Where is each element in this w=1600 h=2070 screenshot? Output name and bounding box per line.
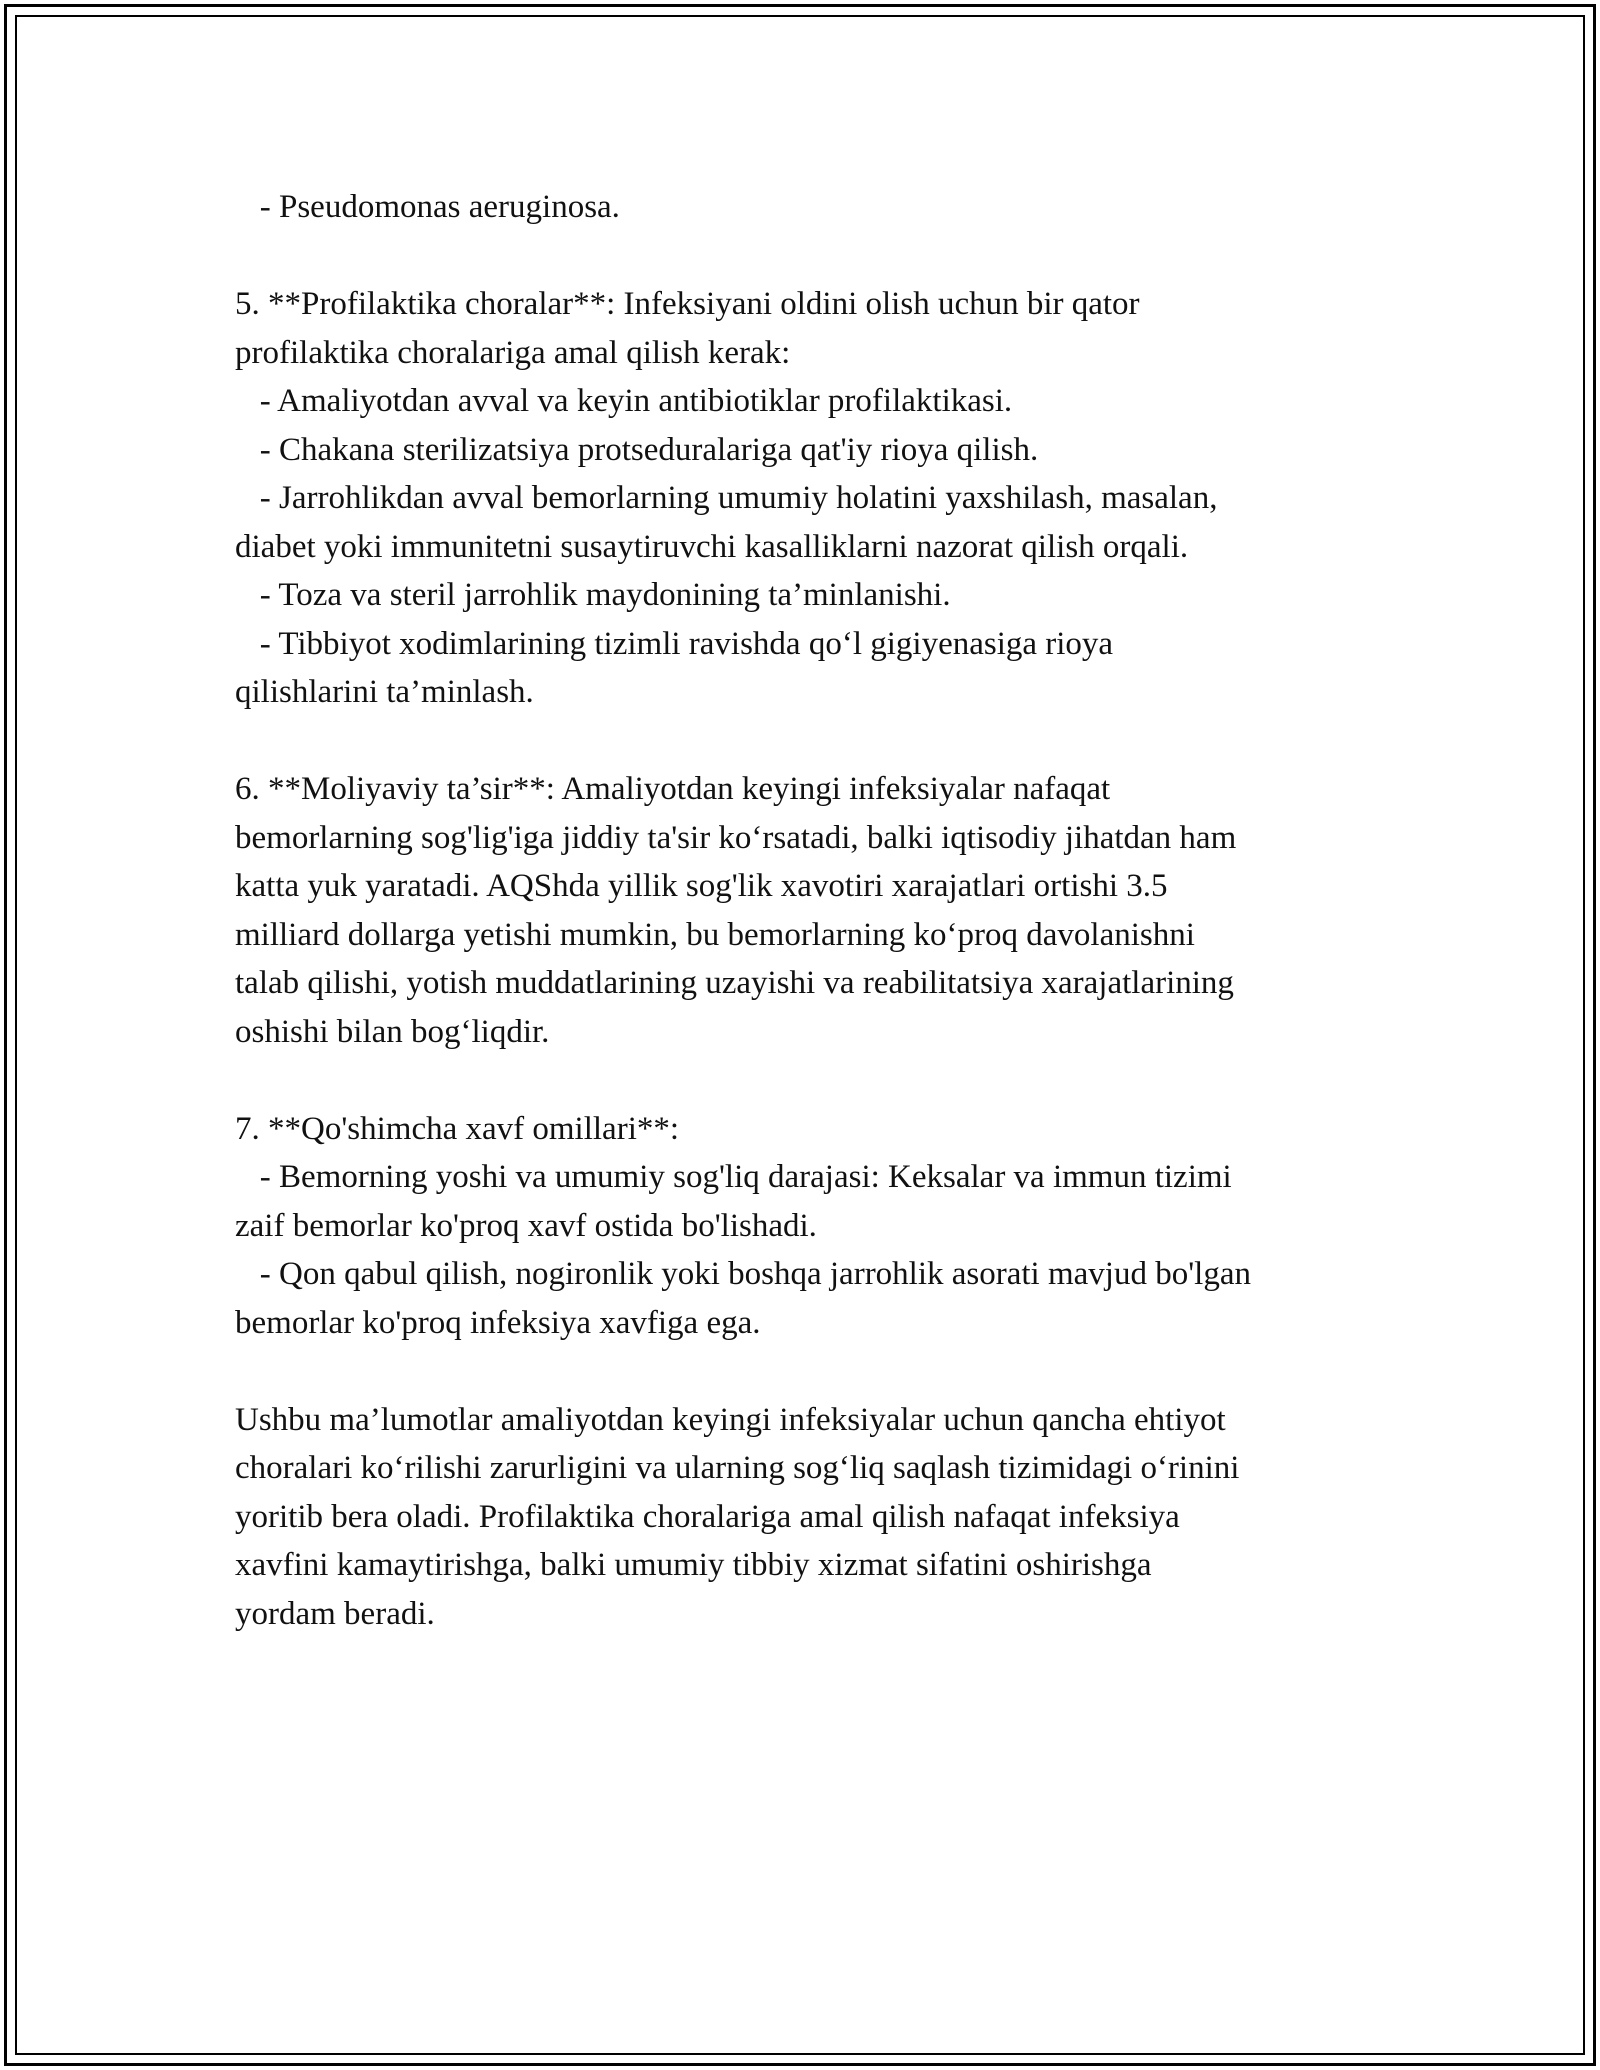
section-5-heading-line: 5. **Profilaktika choralar**: Infeksiyani oldini olish uchun bir qator	[235, 286, 1140, 322]
blank-line	[235, 717, 1385, 766]
conclusion-line: Ushbu ma’lumotlar amaliyotdan keyingi infeksiyalar uchun qancha ehtiyot	[235, 1401, 1226, 1438]
text-line: milliard dollarga yetishi mumkin, bu bemorlarning ko‘proq davolanishni	[235, 916, 1195, 953]
blank-line	[235, 232, 1385, 281]
list-item-line: - Chakana sterilizatsiya protseduralariga qat'iy rioya qilish.	[235, 431, 1039, 468]
section-7-heading-line: 7. **Qo'shimcha xavf omillari**:	[235, 1110, 680, 1147]
conclusion-line: choralari ko‘rilishi zarurligini va ularning sog‘liq saqlash tizimidagi o‘rinini	[235, 1450, 1240, 1486]
text-line: bemorlar ko'proq infeksiya xavfiga ega.	[235, 1304, 761, 1341]
conclusion-line: xavfini kamaytirishga, balki umumiy tibbiy xizmat sifatini oshirishga	[235, 1547, 1152, 1583]
list-item-line: - Toza va steril jarrohlik maydonining ta’minlanishi.	[235, 577, 951, 613]
blank-line	[235, 1056, 1385, 1105]
text-line: - Pseudomonas aeruginosa.	[235, 189, 620, 225]
text-line: oshishi bilan bog‘liqdir.	[235, 1013, 550, 1050]
conclusion-line: yoritib bera oladi. Profilaktika choralariga amal qilish nafaqat infeksiya	[235, 1498, 1180, 1535]
text-line: talab qilishi, yotish muddatlarining uzayishi va reabilitatsiya xarajatlarining	[235, 965, 1234, 1001]
text-line: zaif bemorlar ko'proq xavf ostida bo'lishadi.	[235, 1207, 817, 1244]
text-line: katta yuk yaratadi. AQShda yillik sog'lik xavotiri xarajatlari ortishi 3.5	[235, 868, 1168, 904]
document-body	[235, 183, 1385, 1638]
list-item-line: - Tibbiyot xodimlarining tizimli ravishda qo‘l gigiyenasiga rioya	[235, 625, 1114, 662]
list-item-line: - Amaliyotdan avval va keyin antibiotiklar profilaktikasi.	[235, 383, 1013, 419]
section-6-heading-line: 6. **Moliyaviy ta’sir**: Amaliyotdan keyingi infeksiyalar nafaqat	[235, 771, 1111, 807]
text-line: diabet yoki immunitetni susaytiruvchi kasalliklarni nazorat qilish orqali.	[235, 528, 1189, 565]
list-item-line: - Bemorning yoshi va umumiy sog'liq darajasi: Keksalar va immun tizimi	[235, 1159, 1232, 1195]
list-item-line: - Qon qabul qilish, nogironlik yoki boshqa jarrohlik asorati mavjud bo'lgan	[235, 1256, 1251, 1292]
conclusion-line: yordam beradi.	[235, 1595, 435, 1632]
text-line: bemorlarning sog'lig'iga jiddiy ta'sir ko‘rsatadi, balki iqtisodiy jihatdan ham	[235, 819, 1237, 856]
blank-line	[235, 1347, 1385, 1396]
list-item-line: - Jarrohlikdan avval bemorlarning umumiy holatini yaxshilash, masalan,	[235, 480, 1218, 516]
text-line: qilishlarini ta’minlash.	[235, 674, 534, 710]
text-line: profilaktika choralariga amal qilish kerak:	[235, 334, 791, 371]
